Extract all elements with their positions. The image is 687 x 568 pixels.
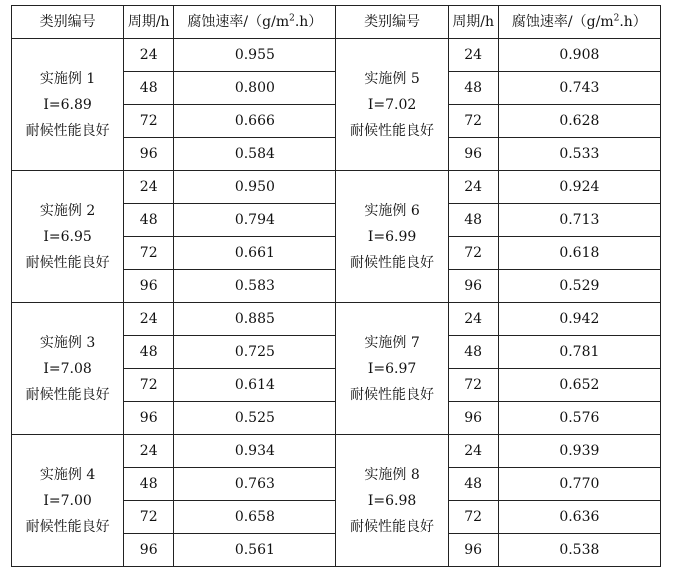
table-row <box>12 435 661 468</box>
left-rate-cell: 0.525 <box>174 402 336 435</box>
right-rate-cell: 0.713 <box>498 204 660 237</box>
group-index: I=6.98 <box>367 492 417 509</box>
group-note: 耐候性能良好 <box>350 518 435 535</box>
left-rate-cell: 0.934 <box>174 435 336 468</box>
group-note: 耐候性能良好 <box>350 386 435 403</box>
header-rate-sup: 2 <box>613 13 620 24</box>
right-period-cell: 48 <box>448 336 498 369</box>
right-period-cell: 24 <box>448 39 498 72</box>
group-index: I=7.00 <box>43 492 92 509</box>
left-rate-cell: 0.666 <box>174 105 336 138</box>
left-rate-cell: 0.614 <box>174 369 336 402</box>
corrosion-rate-table <box>11 5 661 567</box>
group-name: 实施例 4 <box>39 466 96 483</box>
right-rate-cell: 0.576 <box>498 402 660 435</box>
right-group-cell <box>336 435 448 567</box>
left-period-cell: 24 <box>124 39 174 72</box>
right-period-cell: 24 <box>448 171 498 204</box>
right-period-cell: 96 <box>448 270 498 303</box>
left-group-cell <box>12 171 124 303</box>
group-index: I=7.08 <box>43 360 92 377</box>
group-index: I=6.89 <box>43 96 92 113</box>
right-rate-cell: 0.628 <box>498 105 660 138</box>
right-period-cell: 24 <box>448 303 498 336</box>
right-period-cell: 48 <box>448 72 498 105</box>
left-rate-cell: 0.885 <box>174 303 336 336</box>
group-note: 耐候性能良好 <box>25 518 110 535</box>
left-period-cell: 48 <box>124 72 174 105</box>
left-period-cell: 72 <box>124 237 174 270</box>
right-rate-cell: 0.618 <box>498 237 660 270</box>
header-rate-sup: 2 <box>289 13 295 24</box>
right-rate-cell: 0.538 <box>498 534 660 567</box>
header-category-left: 类别编号 <box>12 6 124 39</box>
group-index: I=6.95 <box>43 228 92 245</box>
right-rate-cell: 0.652 <box>498 369 660 402</box>
group-note: 耐候性能良好 <box>350 254 435 271</box>
table-row <box>12 303 661 336</box>
right-period-cell: 96 <box>448 402 498 435</box>
left-rate-cell: 0.794 <box>174 204 336 237</box>
header-category-right: 类别编号 <box>336 6 448 39</box>
right-period-cell: 48 <box>448 468 498 501</box>
right-rate-cell: 0.533 <box>498 138 660 171</box>
left-rate-cell: 0.950 <box>174 171 336 204</box>
header-rate-prefix: 腐蚀速率/（g/m <box>187 14 290 30</box>
right-rate-cell: 0.908 <box>498 39 660 72</box>
left-rate-cell: 0.583 <box>174 270 336 303</box>
group-name: 实施例 3 <box>39 334 96 351</box>
group-note: 耐候性能良好 <box>350 122 435 139</box>
left-period-cell: 24 <box>124 303 174 336</box>
left-rate-cell: 0.661 <box>174 237 336 270</box>
group-index: I=6.99 <box>367 228 417 245</box>
header-rate-suffix: .h） <box>294 14 323 30</box>
right-period-cell: 96 <box>448 138 498 171</box>
right-period-cell: 48 <box>448 204 498 237</box>
right-rate-cell: 0.743 <box>498 72 660 105</box>
header-rate-suffix: .h） <box>619 14 647 30</box>
left-period-cell: 48 <box>124 468 174 501</box>
left-period-cell: 96 <box>124 138 174 171</box>
left-rate-cell: 0.763 <box>174 468 336 501</box>
left-group-cell <box>12 303 124 435</box>
left-rate-cell: 0.725 <box>174 336 336 369</box>
left-period-cell: 72 <box>124 369 174 402</box>
left-period-cell: 96 <box>124 534 174 567</box>
group-name: 实施例 2 <box>39 202 96 219</box>
header-rate-right <box>498 6 660 39</box>
right-rate-cell: 0.781 <box>498 336 660 369</box>
left-rate-cell: 0.800 <box>174 72 336 105</box>
group-name: 实施例 1 <box>39 70 96 87</box>
group-name: 实施例 7 <box>364 334 420 351</box>
left-period-cell: 48 <box>124 336 174 369</box>
right-rate-cell: 0.942 <box>498 303 660 336</box>
left-rate-cell: 0.561 <box>174 534 336 567</box>
right-group-cell <box>336 303 448 435</box>
right-rate-cell: 0.636 <box>498 501 660 534</box>
header-period-left: 周期/h <box>124 6 174 39</box>
group-index: I=6.97 <box>367 360 417 377</box>
right-rate-cell: 0.770 <box>498 468 660 501</box>
right-period-cell: 24 <box>448 435 498 468</box>
right-group-cell <box>336 39 448 171</box>
group-index: I=7.02 <box>367 96 417 113</box>
left-period-cell: 72 <box>124 501 174 534</box>
left-period-cell: 96 <box>124 270 174 303</box>
right-rate-cell: 0.924 <box>498 171 660 204</box>
left-group-cell <box>12 39 124 171</box>
left-rate-cell: 0.658 <box>174 501 336 534</box>
right-period-cell: 72 <box>448 369 498 402</box>
right-group-cell <box>336 171 448 303</box>
left-period-cell: 72 <box>124 105 174 138</box>
header-row <box>12 6 661 39</box>
table-row <box>12 39 661 72</box>
right-period-cell: 72 <box>448 105 498 138</box>
group-note: 耐候性能良好 <box>25 122 110 139</box>
left-group-cell <box>12 435 124 567</box>
left-rate-cell: 0.584 <box>174 138 336 171</box>
right-rate-cell: 0.529 <box>498 270 660 303</box>
group-name: 实施例 8 <box>364 466 420 483</box>
header-rate-prefix: 腐蚀速率/（g/m <box>511 14 614 30</box>
left-period-cell: 48 <box>124 204 174 237</box>
group-note: 耐候性能良好 <box>25 386 110 403</box>
left-period-cell: 96 <box>124 402 174 435</box>
header-rate-left <box>174 6 336 39</box>
left-period-cell: 24 <box>124 435 174 468</box>
group-name: 实施例 6 <box>364 202 420 219</box>
table-row <box>12 171 661 204</box>
header-period-right: 周期/h <box>448 6 498 39</box>
right-rate-cell: 0.939 <box>498 435 660 468</box>
group-name: 实施例 5 <box>364 70 420 87</box>
left-period-cell: 24 <box>124 171 174 204</box>
right-period-cell: 96 <box>448 534 498 567</box>
left-rate-cell: 0.955 <box>174 39 336 72</box>
right-period-cell: 72 <box>448 237 498 270</box>
right-period-cell: 72 <box>448 501 498 534</box>
group-note: 耐候性能良好 <box>25 254 110 271</box>
